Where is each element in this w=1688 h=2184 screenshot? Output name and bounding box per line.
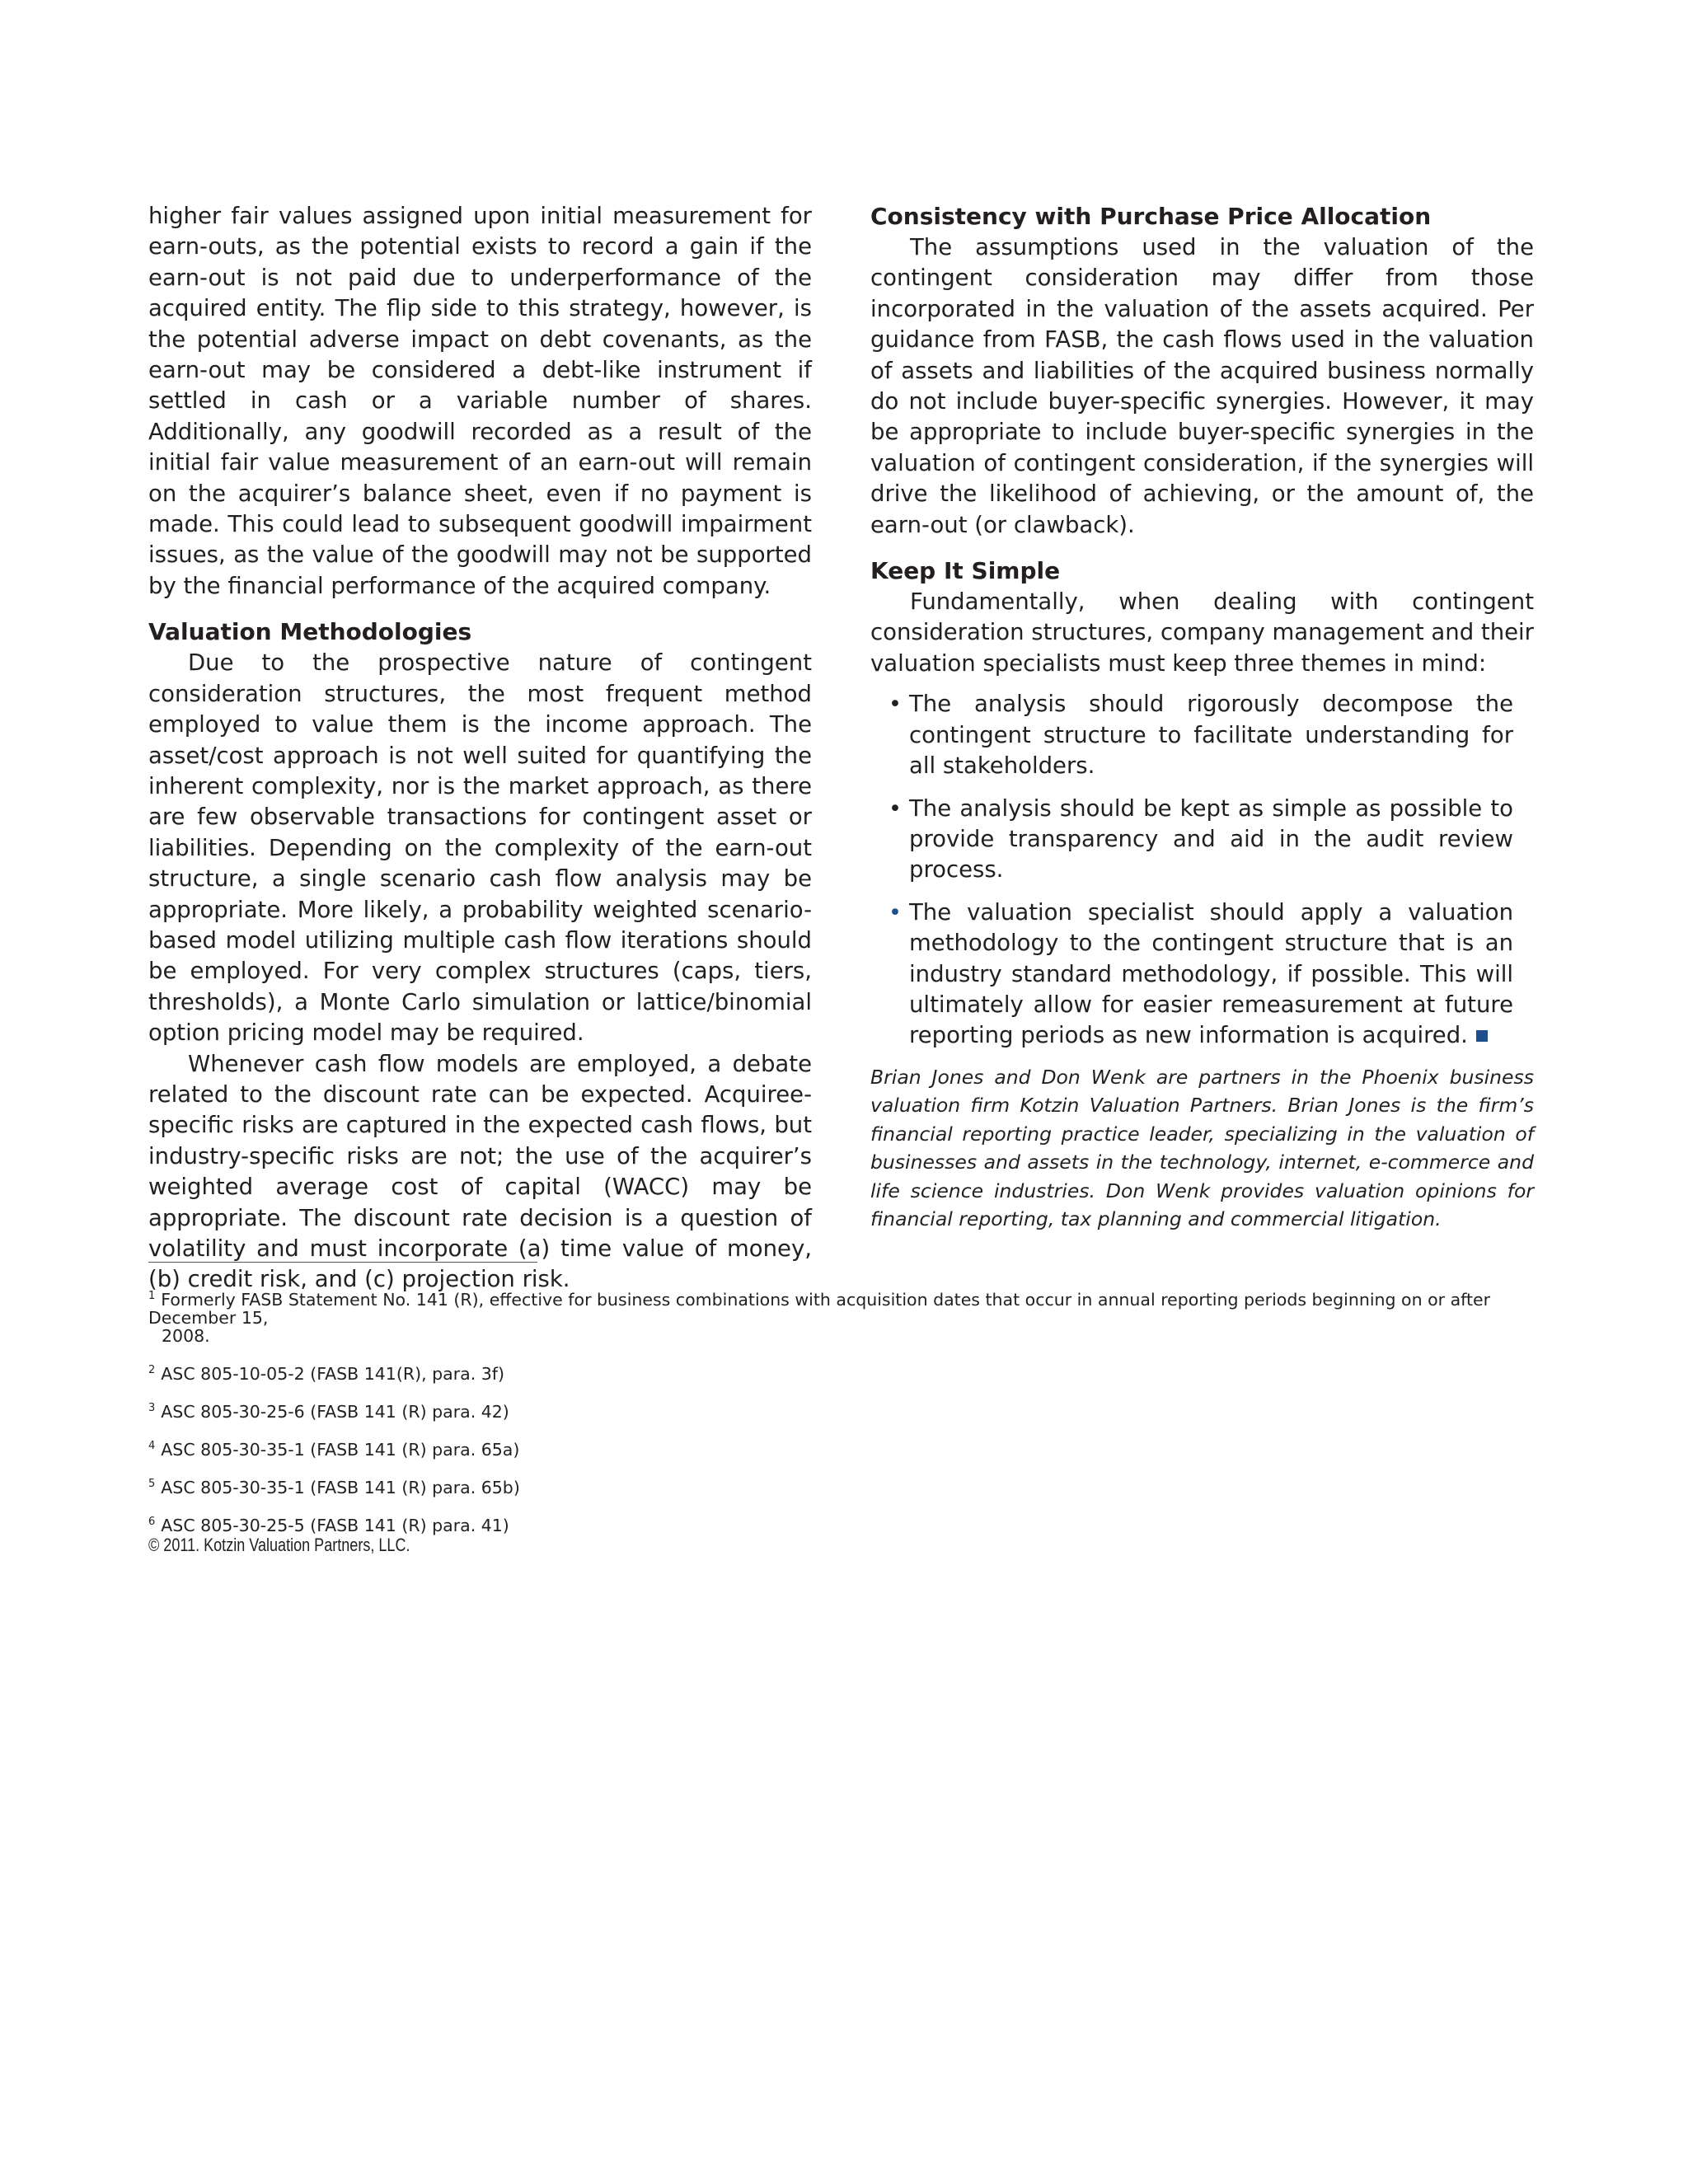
left-column bbox=[148, 201, 812, 1296]
bullet-icon: • bbox=[889, 899, 902, 926]
footnote-continuation: 2008. bbox=[162, 1326, 210, 1346]
footnote-number: 5 bbox=[148, 1478, 156, 1490]
footnote bbox=[148, 1513, 1533, 1535]
footnote bbox=[148, 1287, 1533, 1345]
list-item-text: The analysis should rigorously decompose the contingent structure to facilitate understanding for all stakeholders. bbox=[909, 691, 1513, 780]
keep-it-simple-paragraph: Fundamentally, when dealing with contingent consideration structures, company management and their valuation specialists must keep three themes in mind: bbox=[870, 588, 1534, 677]
list-item bbox=[889, 794, 1513, 886]
footnote bbox=[148, 1361, 1533, 1383]
footnote bbox=[148, 1437, 1533, 1459]
footnote-number: 1 bbox=[148, 1290, 156, 1302]
footnote bbox=[148, 1475, 1533, 1497]
footnote-number: 6 bbox=[148, 1516, 156, 1528]
footnote-text: Formerly FASB Statement No. 141 (R), effective for business combinations with acquisition dates that occur in annual reporting periods beginning on or after December 15, bbox=[148, 1290, 1491, 1328]
footnote-number: 2 bbox=[148, 1364, 156, 1376]
footnotes bbox=[148, 1287, 1533, 1551]
keep-it-simple-heading: Keep It Simple bbox=[870, 557, 1061, 585]
consistency-heading: Consistency with Purchase Price Allocation bbox=[870, 203, 1432, 230]
footnote-divider bbox=[148, 1262, 537, 1263]
valuation-paragraph-1: Due to the prospective nature of contingent consideration structures, the most frequent method employed to value them is the income approach. The asset/cost approach is not well suited for quantifying the inherent complexity, nor is the market approach, as there are few observable transactions for contingent asset or liabilities. Depending on the complexity of the earn-out structure, a single scenario cash flow analysis may be appropriate. More likely, a probability weighted scenario-based model utilizing multiple cash flow iterations should be employed. For very complex structures (caps, tiers, thresholds), a Monte Carlo simulation or lattice/binomial option pricing model may be required. bbox=[148, 649, 812, 1047]
consistency-paragraph: The assumptions used in the valuation of the contingent consideration may differ from those incorporated in the valuation of the assets acquired. Per guidance from FASB, the cash flows used in the valuation of assets and liabilities of the acquired business normally do not include buyer-specific synergies. However, it may be appropriate to include buyer-specific synergies in the valuation of contingent consideration, if the synergies will drive the likelihood of achieving, or the amount of, the earn-out (or clawback). bbox=[870, 234, 1534, 538]
footnote-text: ASC 805-10-05-2 (FASB 141(R), para. 3f) bbox=[161, 1364, 504, 1384]
right-column bbox=[870, 201, 1534, 1234]
list-item bbox=[889, 689, 1513, 781]
footnote bbox=[148, 1399, 1533, 1421]
footnote-number: 3 bbox=[148, 1402, 156, 1414]
valuation-paragraph-2: Whenever cash flow models are employed, a debate related to the discount rate can be expected. Acquiree-specific risks are captured in the expected cash flows, but industry-specific risks are not; the use of the acquirer’s weighted average cost of capital (WACC) may be appropriate. The discount rate decision is a question of volatility and must incorporate (a) time value of money, (b) credit risk, and (c) projection risk. bbox=[148, 1050, 812, 1293]
bullet-icon: • bbox=[889, 691, 902, 718]
square-end-mark-icon bbox=[1476, 1030, 1488, 1042]
footnote-text: ASC 805-30-35-1 (FASB 141 (R) para. 65b) bbox=[161, 1478, 520, 1497]
footnote-text: ASC 805-30-35-1 (FASB 141 (R) para. 65a) bbox=[161, 1440, 520, 1460]
list-item-text: The analysis should be kept as simple as possible to provide transparency and aid in the audit review process. bbox=[909, 794, 1513, 883]
footnote-text: ASC 805-30-25-5 (FASB 141 (R) para. 41) bbox=[161, 1516, 509, 1535]
author-bio: Brian Jones and Don Wenk are partners in the Phoenix business valuation firm Kotzin Valuation Partners. Brian Jones is the firm’s financial reporting practice leader, specializing in the valuation of businesses and assets in the technology, internet, e-commerce and life science industries. Don Wenk provides valuation opinions for financial reporting, tax planning and commercial litigation. bbox=[870, 1065, 1534, 1231]
themes-list bbox=[870, 689, 1534, 1051]
list-item-text: The valuation specialist should apply a valuation methodology to the contingent structure that is an industry standard methodology, if possible. This will ultimately allow for easier remeasurement at future reporting periods as new information is acquired. bbox=[909, 898, 1513, 1049]
list-item bbox=[889, 898, 1513, 1052]
intro-paragraph: higher fair values assigned upon initial measurement for earn-outs, as the potential exists to record a gain if the earn-out is not paid due to underperformance of the acquired entity. The flip side to this strategy, however, is the potential adverse impact on debt covenants, as the earn-out may be considered a debt-like instrument if settled in cash or a variable number of shares. Additionally, any goodwill recorded as a result of the initial fair value measurement of an earn-out will remain on the acquirer’s balance sheet, even if no payment is made. This could lead to subsequent goodwill impairment issues, as the value of the goodwill may not be supported by the financial performance of the acquired company. bbox=[148, 203, 812, 599]
valuation-methodologies-heading: Valuation Methodologies bbox=[148, 618, 472, 646]
footnote-number: 4 bbox=[148, 1440, 156, 1452]
copyright-notice: © 2011. Kotzin Valuation Partners, LLC. bbox=[148, 1535, 410, 1555]
bullet-icon: • bbox=[889, 795, 902, 822]
footnote-text: ASC 805-30-25-6 (FASB 141 (R) para. 42) bbox=[161, 1402, 509, 1422]
